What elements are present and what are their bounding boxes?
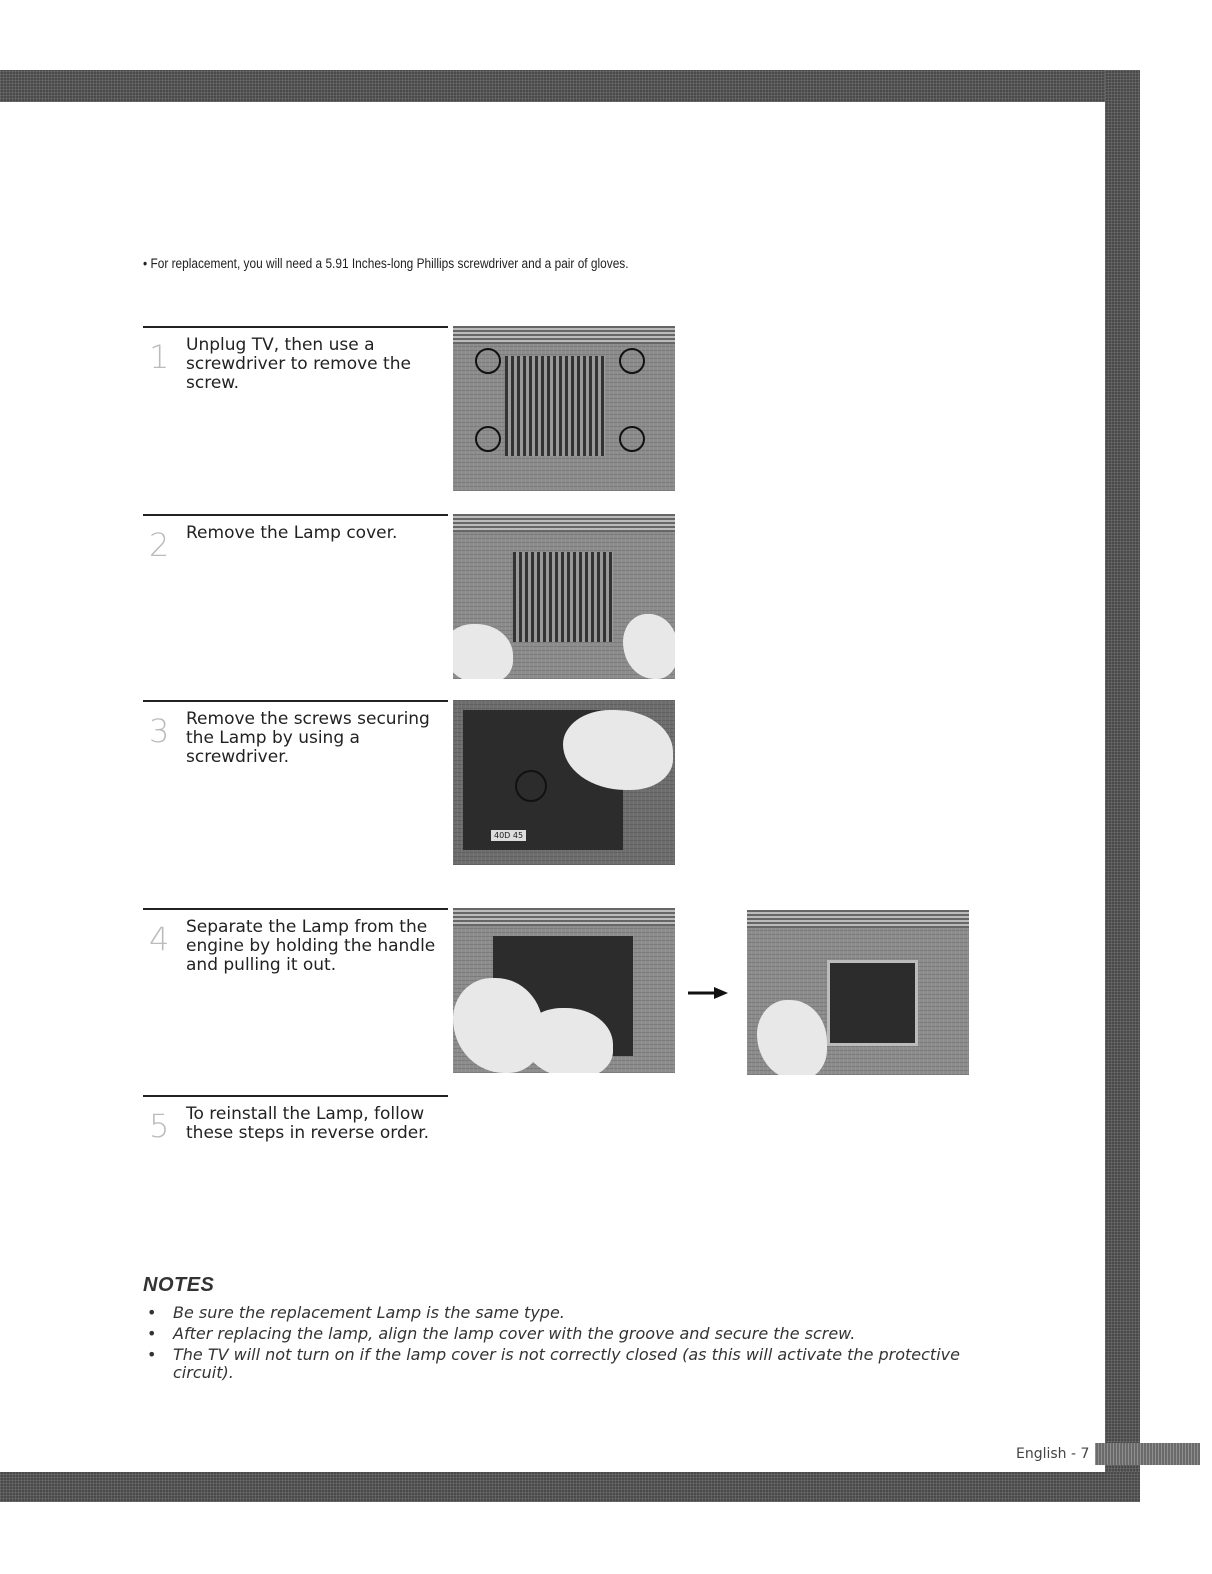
page-tab-decoration [1095, 1443, 1200, 1465]
tools-requirement: • For replacement, you will need a 5.91 Inches-long Phillips screwdriver and a pair of gloves. [143, 256, 629, 271]
step-text: To reinstall the Lamp, follow these steps in reverse order. [186, 1104, 430, 1143]
step-number: 3 [149, 712, 170, 750]
lamp-unit [827, 960, 918, 1046]
note-item: • Be sure the replacement Lamp is the same type. [147, 1303, 565, 1322]
part-tag: 40D 45 [491, 830, 526, 841]
step-number: 5 [149, 1107, 170, 1145]
step-text: Separate the Lamp from the engine by holding the handle and pulling it out. [186, 917, 436, 975]
photo-remove-lamp-cover [453, 514, 675, 679]
right-border-band [1105, 70, 1140, 1502]
bullet-icon: • [147, 1303, 157, 1322]
step-text: Unplug TV, then use a screwdriver to remove the screw. [186, 335, 411, 393]
photo-pull-lamp [453, 908, 675, 1073]
grille [505, 356, 605, 456]
bullet-icon: • [147, 1345, 157, 1364]
photo-lamp-removed [747, 910, 969, 1075]
step-text: Remove the screws securing the Lamp by using a screwdriver. [186, 709, 430, 767]
vent-strip [747, 910, 969, 928]
step-2 [143, 514, 448, 564]
grille [513, 552, 613, 642]
page-number: English - 7 [1016, 1446, 1090, 1462]
photo-lamp-screws [453, 700, 675, 865]
glove-hand [757, 1000, 827, 1075]
step-number: 1 [149, 338, 170, 376]
photo-lamp-cover-screws [453, 326, 675, 491]
screw-marker-icon [475, 348, 501, 374]
step-number: 2 [149, 526, 170, 564]
notes-list [143, 1304, 973, 1385]
notes-title: NOTES [143, 1274, 215, 1296]
step-1 [143, 326, 448, 393]
bullet-icon: • [147, 1324, 157, 1343]
vent-strip [453, 326, 675, 344]
note-item: • The TV will not turn on if the lamp cover is not correctly closed (as this will activate the protective circuit). [147, 1345, 960, 1382]
vent-strip [453, 908, 675, 926]
screw-marker-icon [475, 426, 501, 452]
bottom-border-band [0, 1472, 1140, 1502]
screw-marker-icon [619, 426, 645, 452]
screw-marker-icon [619, 348, 645, 374]
vent-strip [453, 514, 675, 532]
step-3 [143, 700, 448, 767]
top-border-band [0, 70, 1140, 102]
step-number: 4 [149, 920, 170, 958]
step-4 [143, 908, 448, 975]
step-5 [143, 1095, 448, 1145]
glove-left [453, 624, 513, 679]
glove-right [623, 614, 675, 679]
arrow-right-icon [688, 986, 728, 1000]
note-item: • After replacing the lamp, align the lamp cover with the groove and secure the screw. [147, 1324, 856, 1343]
step-text: Remove the Lamp cover. [186, 523, 398, 543]
screw-marker-icon [515, 770, 547, 802]
